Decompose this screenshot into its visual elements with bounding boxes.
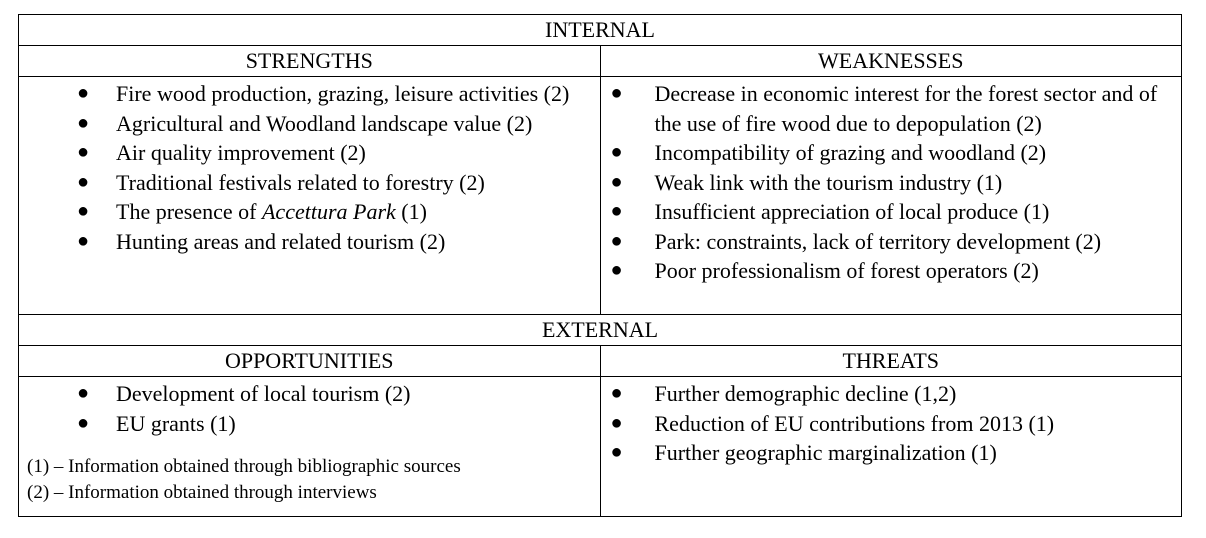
list-item-italic-text: Accettura Park bbox=[261, 199, 396, 224]
footnote-2: (2) – Information obtained through interviews bbox=[27, 482, 377, 503]
threats-list bbox=[601, 377, 1182, 470]
external-header: EXTERNAL bbox=[19, 315, 1182, 346]
list-item bbox=[19, 109, 600, 139]
list-item bbox=[19, 409, 600, 439]
bullet-icon: ● bbox=[77, 382, 90, 404]
list-item bbox=[601, 138, 1182, 168]
list-item-text: EU grants (1) bbox=[116, 410, 236, 436]
list-item-text: Park: constraints, lack of territory development (2) bbox=[654, 228, 1102, 254]
footnotes bbox=[27, 454, 600, 506]
bullet-icon: ● bbox=[77, 170, 90, 193]
list-item-text: Fire wood production, grazing, leisure activities (2) bbox=[116, 81, 570, 106]
bullet-icon: ● bbox=[77, 229, 90, 252]
list-item bbox=[601, 168, 1182, 198]
list-item bbox=[19, 168, 600, 198]
list-item-text: Air quality improvement (2) bbox=[116, 140, 366, 165]
list-item-text: Weak link with the tourism industry (1) bbox=[654, 169, 1003, 195]
bullet-icon: ● bbox=[610, 170, 623, 193]
list-item bbox=[601, 197, 1182, 227]
strengths-weaknesses-row bbox=[19, 77, 1182, 315]
list-item-text: Decrease in economic interest for the forest sector and of the use of fire wood due to depopulation (2) bbox=[654, 81, 1158, 136]
list-item bbox=[19, 227, 600, 257]
bullet-icon: ● bbox=[77, 82, 90, 104]
footnote-1: (1) – Information obtained through bibliographic sources bbox=[27, 456, 461, 477]
list-item bbox=[19, 138, 600, 168]
internal-header: INTERNAL bbox=[19, 15, 1182, 46]
list-item bbox=[601, 227, 1182, 257]
bullet-icon: ● bbox=[610, 200, 623, 222]
bullet-icon: ● bbox=[610, 382, 623, 404]
swot-table bbox=[18, 14, 1182, 517]
bullet-icon: ● bbox=[610, 141, 623, 163]
list-item bbox=[601, 409, 1182, 439]
bullet-icon: ● bbox=[610, 259, 623, 281]
list-item-text: Development of local tourism (2) bbox=[116, 381, 411, 406]
strengths-weaknesses-header-row bbox=[19, 46, 1182, 77]
list-item-text: Further geographic marginalization (1) bbox=[654, 440, 997, 465]
bullet-icon: ● bbox=[610, 411, 623, 434]
list-item bbox=[601, 379, 1182, 409]
opportunities-threats-header-row bbox=[19, 346, 1182, 377]
bullet-icon: ● bbox=[77, 111, 90, 134]
list-item bbox=[19, 379, 600, 409]
threats-cell bbox=[600, 377, 1182, 517]
opportunities-header: OPPORTUNITIES bbox=[19, 346, 601, 377]
opportunities-cell bbox=[19, 377, 601, 517]
list-item bbox=[601, 79, 1182, 138]
list-item-text: The presence of bbox=[116, 199, 262, 224]
list-item bbox=[19, 79, 600, 109]
list-item-text: Further demographic decline (1,2) bbox=[654, 381, 957, 406]
list-item-text: Hunting areas and related tourism (2) bbox=[116, 228, 446, 254]
external-header-row bbox=[19, 315, 1182, 346]
strengths-cell bbox=[19, 77, 601, 315]
list-item bbox=[19, 197, 600, 227]
list-item-text: Incompatibility of grazing and woodland (2) bbox=[654, 140, 1047, 165]
strengths-header: STRENGTHS bbox=[19, 46, 601, 77]
list-item-text: Traditional festivals related to forestry (2) bbox=[116, 169, 485, 195]
list-item-text: Poor professionalism of forest operators (2) bbox=[654, 258, 1039, 283]
threats-header: THREATS bbox=[600, 346, 1182, 377]
list-item bbox=[601, 438, 1182, 468]
strengths-list bbox=[19, 77, 600, 258]
list-item-text: (1) bbox=[395, 199, 427, 224]
opportunities-threats-row bbox=[19, 377, 1182, 517]
bullet-icon: ● bbox=[77, 200, 90, 222]
bullet-icon: ● bbox=[610, 229, 623, 252]
bullet-icon: ● bbox=[77, 411, 90, 434]
bullet-icon: ● bbox=[610, 441, 623, 463]
list-item-text: Reduction of EU contributions from 2013 (1) bbox=[654, 410, 1055, 436]
list-item bbox=[601, 256, 1182, 286]
weaknesses-list bbox=[601, 77, 1182, 288]
weaknesses-header: WEAKNESSES bbox=[600, 46, 1182, 77]
bullet-icon: ● bbox=[77, 141, 90, 163]
weaknesses-cell bbox=[600, 77, 1182, 315]
opportunities-list bbox=[19, 377, 600, 440]
internal-header-row bbox=[19, 15, 1182, 46]
bullet-icon: ● bbox=[610, 82, 623, 104]
list-item-text: Agricultural and Woodland landscape value (2) bbox=[116, 110, 533, 136]
list-item-text: Insufficient appreciation of local produce (1) bbox=[654, 199, 1050, 224]
